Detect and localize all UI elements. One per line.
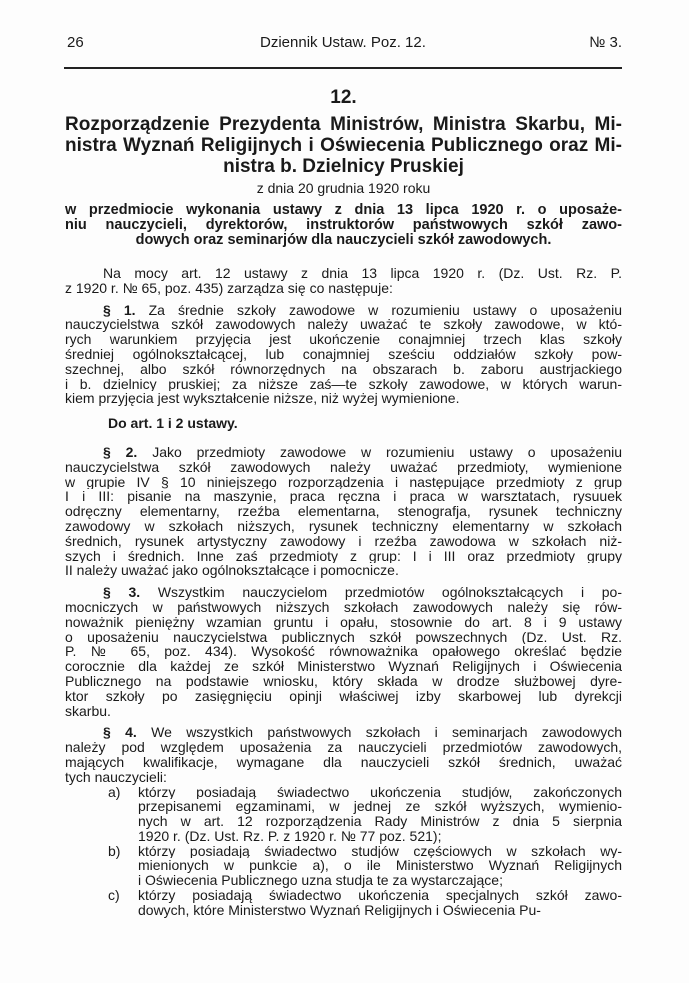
text-line: § 3. Wszystkim nauczycielom przedmiotów ogólnokształcących i po- <box>103 585 622 600</box>
issue-number: № 3. <box>589 34 622 51</box>
section-4 <box>65 725 622 784</box>
text-line: tych nauczycieli: <box>65 769 167 785</box>
journal-title: Dziennik Ustaw. Poz. 12. <box>260 34 426 51</box>
text-line: I i III: pisanie na maszynie, praca ręczna i praca w warsztatach, rysuuek <box>65 489 622 505</box>
text-line: mienionych w punkcie a), o ile Ministerstwo Wyznań Religijnych <box>138 858 622 874</box>
text-line: P. № 65, poz. 434). Wysokość równoważnika opałowego określać będzie <box>65 644 622 660</box>
text-line: którzy posiadają świadectwo ukończenia specjalnych szkół zawo- <box>138 888 622 903</box>
text-line: o uposażeniu nauczycielstwa publicznych szkół powszechnych (Dz. Ust. Rz. <box>65 629 622 645</box>
text-line: § 2. Jako przedmioty zawodowe w rozumieniu ustawy o uposażeniu <box>103 444 622 460</box>
text-line: i Oświecenia Publicznego uzna studja te za wystarczające; <box>138 873 503 889</box>
text-line: skarbu. <box>65 703 111 719</box>
text-line: szych i średnich. Inne zaś przedmioty z grup: I i III oraz przedmioty grupy <box>65 548 622 564</box>
section-3 <box>65 585 622 718</box>
text-line: należy pod względem uposażenia za nauczycieli przedmiotów zawodowych, <box>65 740 622 755</box>
list-item <box>65 888 622 918</box>
page-number: 26 <box>67 34 84 51</box>
text-line: 1920 r. (Dz. Ust. Rz. P. z 1920 r. № 77 poz. 521); <box>138 828 442 844</box>
text-line: średniej ogólnokształcącej, lub conajmniej sześciu oddziałów szkoły pow- <box>65 346 622 362</box>
text-line: nych w art. 12 rozporządzenia Rady Ministrów z dnia 5 sierpnia <box>138 814 622 829</box>
document-body <box>65 266 622 918</box>
text-line: szechnej, albo szkół równorzędnych na obszarach b. zaboru austrjackiego <box>65 361 622 377</box>
list-item-label: a) <box>108 783 121 800</box>
running-header <box>65 34 622 54</box>
list-item <box>65 844 622 888</box>
title-line: nistra b. Dzielnicy Pruskiej <box>223 156 464 177</box>
text-line: i b. dzielnicy pruskiej; za niższe zaś—te szkoły zawodowe, w których warun- <box>65 376 622 392</box>
text-line: noważnik pieniężny wzamian gruntu i opału, stosownie do art. 8 i 9 ustawy <box>65 614 622 630</box>
section-mark: § 2. <box>103 444 153 460</box>
text-line: rych warunkiem przyjęcia jest ukończenie conajmniej trzech klas szkoły <box>65 332 622 347</box>
text-line: II należy uważać jako ogólnokształcące i pomocnicze. <box>65 563 399 579</box>
title-line: Rozporządzenie Prezydenta Ministrów, Ministra Skarbu, Mi- <box>65 114 622 135</box>
text-line: zawodowy w szkołach niższych, rysunek techniczny elementarny w szkołach <box>65 518 622 534</box>
section-2 <box>65 445 622 578</box>
text-line: corocznie dla każdej ze szkół Ministerstwo Wyznań Religijnych i Oświecenia <box>65 659 622 674</box>
text-line: odręczny elementarny, rzeźba elementarna, stenografja, rysunek techniczny <box>65 504 622 519</box>
text-line: kiem przyjęcia jest wykształcenie niższe, niż wyżej wymienione. <box>65 391 460 407</box>
document-date: z dnia 20 grudnia 1920 roku <box>256 180 431 196</box>
text-line: mających kwalifikacje, wymagane dla nauczycieli szkół średnich, uważać <box>65 754 622 770</box>
list-item <box>65 785 622 844</box>
list-item-label: c) <box>108 887 120 904</box>
section-mark: § 1. <box>103 302 149 318</box>
text-line: ktor szkoły po zasięgnięciu opinji właściwej izby skarbowej lub dyrekcji <box>65 688 622 704</box>
text-line: dowych, które Ministerstwo Wyznań Religijnych i Oświecenia Pu- <box>138 902 541 918</box>
text-line: przepisanemi egzaminami, w jednej ze szkół wyższych, wymienio- <box>138 799 622 815</box>
intro-paragraph <box>65 266 622 296</box>
text-line: którzy posiadają świadectwo studjów częściowych w szkołach wy- <box>138 843 622 859</box>
text-line: w grupie IV § 10 niniejszego rozporządzenia i następujące przedmioty z grup <box>65 474 622 490</box>
text-line: z 1920 r. № 65, poz. 435) zarządza się co następuje: <box>65 280 393 296</box>
item-number: 12. <box>330 87 357 108</box>
list-item-label: b) <box>108 842 121 859</box>
article-heading: Do art. 1 i 2 ustawy. <box>108 415 238 432</box>
text-line: § 1. Za średnie szkoły zawodowe w rozumieniu ustawy o uposażeniu <box>103 302 622 318</box>
section-mark: § 4. <box>103 725 152 741</box>
title-line: nistra Wyznań Religijnych i Oświecenia Publicznego oraz Mi- <box>65 135 622 156</box>
text-line: którzy posiadają świadectwo ukończenia studjów, zakończonych <box>138 784 622 800</box>
subject-line: w przedmiocie wykonania ustawy z dnia 13 lipca 1920 r. o uposaże- <box>65 203 622 218</box>
text-line: Publicznego na podstawie wniosku, który składa w drodze służbowej dyre- <box>65 673 622 689</box>
text-line: mocniczych w państwowych niższych szkołach zawodowych należy się rów- <box>65 599 622 615</box>
document-subject <box>65 203 622 248</box>
subject-line: dowych oraz seminarjów dla nauczycieli szkół zawodowych. <box>135 233 552 248</box>
document-title <box>65 114 622 177</box>
text-line: § 4. We wszystkich państwowych szkołach i seminarjach zawodowych <box>103 725 622 741</box>
text-line: Na mocy art. 12 ustawy z dnia 13 lipca 1920 r. (Dz. Ust. Rz. P. <box>103 266 622 281</box>
subject-line: niu nauczycieli, dyrektorów, instruktorów państwowych szkół zawo- <box>65 218 622 233</box>
section-1 <box>65 303 622 407</box>
text-line: nauczycielstwa szkół zawodowych należy uważać te szkoły zawodowe, w któ- <box>65 317 622 333</box>
text-line: nauczycielstwa szkół zawodowych należy uważać przedmioty, wymienione <box>65 459 622 475</box>
header-rule <box>64 67 622 69</box>
text-line: średnich, rysunek artystyczny zawodowy i rzeźba zawodowa w szkołach niż- <box>65 533 622 549</box>
section-mark: § 3. <box>103 585 158 600</box>
